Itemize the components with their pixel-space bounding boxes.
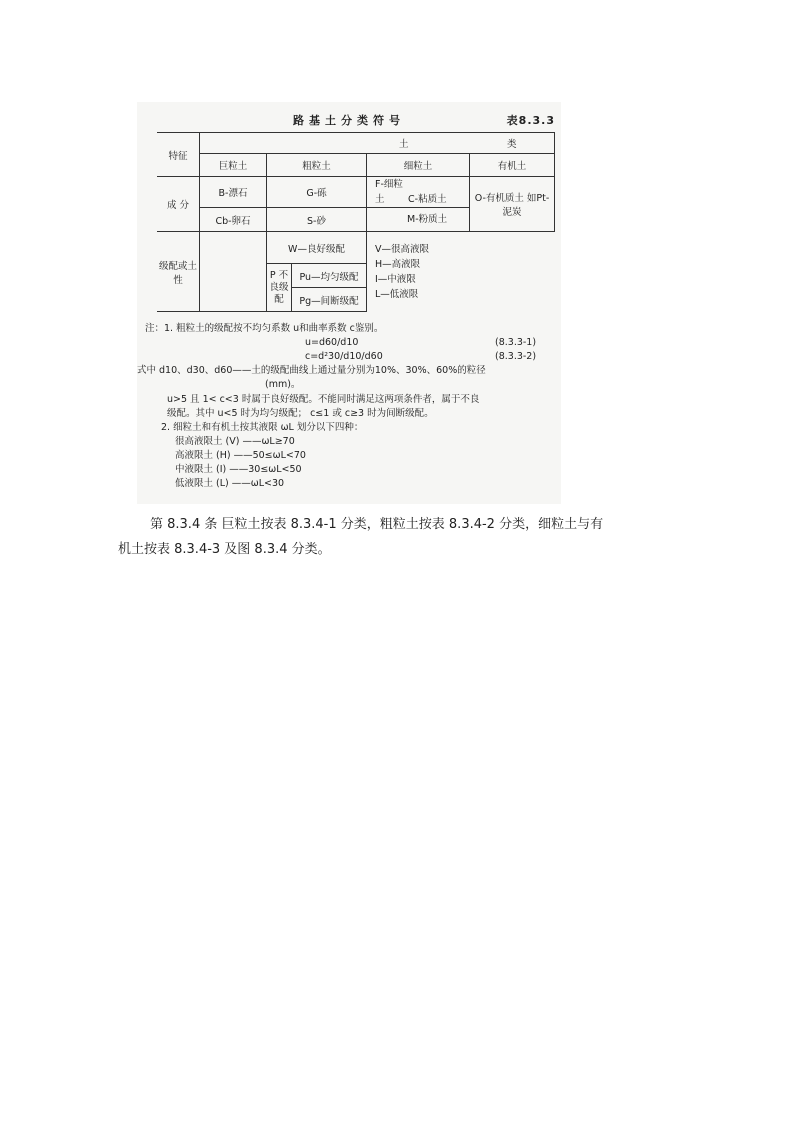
table-number: 表8.3.3 [506,114,555,127]
plasticity-i: I—中液限 [375,273,416,285]
uniform-graded: Pu—均匀级配 [292,264,367,288]
giant-boulder: B-漂石 [200,177,267,208]
giant-cobble: Cb-卵石 [200,208,267,232]
liquid-limit-i: 中液限土 (I) ——30≤ωL<50 [175,464,302,475]
row-grading-label: 级配或土 性 [157,232,200,312]
plasticity-h: H—高液限 [375,258,421,270]
where-unit: (mm)。 [265,379,301,390]
liquid-limit-h: 高液限土 (H) ——50≤ωL<70 [175,450,306,461]
where-clause: 式中 d10、d30、d60——土的级配曲线上通过量分别为10%、30%、60%的粒径 [137,365,486,376]
header-class: 类 [470,133,555,154]
body-paragraph [118,512,678,562]
paragraph-line-2: 机土按表 8.3.4-3 及图 8.3.4 分类。 [118,542,331,557]
paragraph-line-1-text: 第 8.3.4 条 巨粒土按表 8.3.4-1 分类，粗粒土按表 8.3.4-2 分类，细粒土与有 [150,517,604,532]
equation-1: u=d60/d10 [305,337,359,348]
header-organic: 有机土 [470,154,555,177]
note-2: 2. 细粒土和有机土按其液限 ωL 划分以下四种： [161,422,364,433]
fine-label: F-细粒土 [375,179,403,205]
gap-graded: Pg—间断级配 [292,288,367,312]
fine-silt: M-粉质土 [367,208,470,232]
equation-1-number: (8.3.3-1) [495,337,537,348]
poor-graded: P 不良级配 [267,264,292,312]
header-fine: 细粒土 [367,154,470,177]
organic-soil: O-有机质土 如Pt-泥炭 [470,177,555,232]
soil-classification-table [157,132,555,312]
liquid-limit-l: 低液限土 (L) ——ωL<30 [175,478,285,489]
header-feature: 特征 [157,133,200,177]
plasticity-l: L—低液限 [375,288,419,300]
scanned-table-image [137,102,561,504]
equation-2: c=d²30/d10/d60 [305,351,383,362]
header-giant: 巨粒土 [200,154,267,177]
note-1: 注：1. 粗粒土的级配按不均匀系数 u和曲率系数 c鉴别。 [145,323,384,334]
liquid-limit-v: 很高液限土 (V) ——ωL≥70 [175,436,295,447]
paragraph-line-1 [118,512,678,537]
fine-clay [367,177,470,208]
coarse-sand: S-砂 [267,208,367,232]
fine-clay-text: C-粘质土 [408,194,447,205]
condition-2: 级配。其中 u<5 时为均匀级配； c≤1 或 c≥3 时为间断级配。 [167,408,434,419]
header-soil: 土 [200,133,470,154]
giant-grading-empty [200,232,267,312]
plasticity-v: V—很高液限 [375,243,429,255]
header-coarse: 粗粒土 [267,154,367,177]
table-title: 路基土分类符号 [293,114,405,127]
condition-1: u>5 且 1< c<3 时属于良好级配。不能同时满足这两项条件者，属于不良 [167,394,480,405]
well-graded: W—良好级配 [267,232,367,264]
row-composition-label: 成 分 [157,177,200,232]
coarse-gravel: G-砾 [267,177,367,208]
plasticity-list [367,232,555,312]
equation-2-number: (8.3.3-2) [495,351,537,362]
